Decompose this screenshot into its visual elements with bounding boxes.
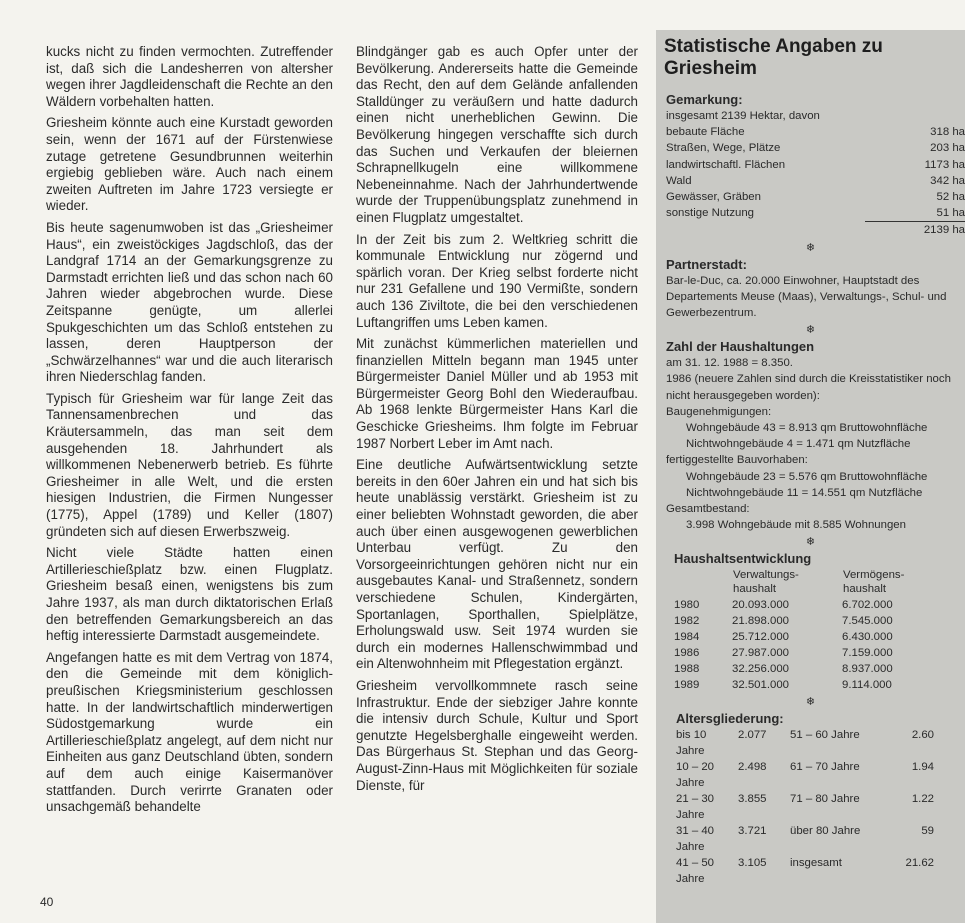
divider-star: ❄: [805, 536, 816, 549]
alter-cell-d: 21.62: [905, 857, 934, 870]
gemarkung-section: [666, 92, 965, 239]
paragraph: Mit zunächst kümmerlichen materiellen und finanziellen Mitteln begann man 1945 unter Bürgermeister Daniel Müller und ab 1953 mit Bürgermeister Georg Bohl den Wiederaufbau. Ab 1968 lenkte Bürgermeister Hans Karl die Geschicke Griesheims. Ihm folgte im Februar 1987 Norbert Leber im Amt nach.: [356, 336, 638, 451]
haushalt-row: [674, 629, 924, 645]
alter-cell-a: bis 10 Jahre: [676, 729, 707, 758]
statistics-sidebar: [656, 30, 965, 923]
bauvorhaben-line: Wohngebäude 23 = 5.576 qm Bruttowohnfläche: [686, 470, 928, 483]
gemarkung-value: 342 ha: [930, 174, 965, 187]
alter-cell-b: 2.077: [738, 729, 767, 742]
alter-heading: Altersgliederung:: [676, 711, 784, 727]
baugenehmigungen-label: Baugenehmigungen:: [666, 405, 772, 418]
gemarkung-value: 203 ha: [930, 142, 965, 155]
haushalt-table: [674, 567, 924, 693]
gemarkung-row: [666, 124, 965, 140]
alter-cell-b: 3.855: [738, 793, 767, 806]
gemarkung-label: Straßen, Wege, Plätze: [666, 142, 781, 155]
alter-row: [676, 791, 934, 823]
alter-row: [676, 823, 934, 855]
haushalt-col-verwaltung: Verwaltungs-haushalt: [733, 569, 799, 596]
haushalt-col-vermoegen: Vermögens-haushalt: [843, 569, 905, 596]
gemarkung-row: [666, 157, 965, 173]
gemarkung-intro: insgesamt 2139 Hektar, davon: [666, 110, 820, 122]
haushaltungen-date: am 31. 12. 1988 = 8.350.: [666, 357, 793, 370]
haushalt-section: [674, 551, 965, 693]
paragraph: Griesheim könnte auch eine Kurstadt geworden sein, wenn der 1671 auf der Fürstenwiese zutage getretene Gesundbrunnen weiterhin ergiebig geblieben wäre. Auch nach einem zweiten Auftreten im Jahre 1723 versiegte er wieder.: [46, 115, 333, 214]
bauvorhaben-line: Nichtwohngebäude 11 = 14.551 qm Nutzfläche: [686, 486, 923, 499]
haushalt-cell-v: 25.712.000: [732, 631, 790, 644]
haushalt-cell-m: 6.702.000: [842, 599, 893, 612]
sidebar-title: Statistische Angaben zu Griesheim: [664, 36, 883, 79]
haushalt-cell-v: 21.898.000: [732, 615, 790, 628]
gemarkung-value: 318 ha: [930, 126, 965, 139]
gemarkung-heading: Gemarkung:: [666, 92, 743, 107]
paragraph: Typisch für Griesheim war für lange Zeit das Tannensamenbrechen und das Kräutersammeln, das man seit dem ausgehenden 18. Jahrhundert als willkommenen Nebenerwerb betrieb. Es führte Griesheimer in alle Welt, und die ersten hiesigen Industrien, die Firmen Nungesser (1775), Appel (1789) und Keller (1807) gründeten sich auf diesen Erwerbszweig.: [46, 390, 333, 539]
gemarkung-value: 52 ha: [936, 191, 965, 204]
alter-row: [676, 759, 934, 791]
alter-cell-a: 21 – 30 Jahre: [676, 793, 715, 822]
alter-cell-c: 51 – 60 Jahre: [790, 729, 860, 742]
paragraph: In der Zeit bis zum 2. Weltkrieg schritt die kommunale Entwicklung nur zögernd und spärlich voran. Der Krieg selbst forderte nicht nur 231 Gefallene und 190 Vermißte, sondern auch 136 Ziviltote, die bei den verschiedenen Luftangriffen ums Leben kamen.: [356, 231, 638, 330]
haushalt-cell-year: 1980: [674, 599, 700, 612]
paragraph: Bis heute sagenumwoben ist das „Griesheimer Haus“, ein zweistöckiges Jagdschloß, das der Landgraf 1714 an der Gemarkungsgrenze zu Darmstadt errichten ließ und das schon nach 60 Jahren wieder abgebrochen wurde. Diese Zeitspanne genügte, um allerlei Spukgeschichten um das Schloß entstehen zu lassen, deren Hauptperson der „Schwärzelhannes“ war und die auch literarisch ihren Niederschlag fanden.: [46, 219, 333, 385]
alter-cell-c: über 80 Jahre: [790, 825, 861, 838]
haushalt-cell-v: 27.987.000: [732, 647, 790, 660]
alter-cell-b: 3.721: [738, 825, 767, 838]
divider-star: ❄: [805, 324, 816, 337]
alter-cell-a: 41 – 50 Jahre: [676, 857, 715, 886]
haushalt-cell-m: 8.937.000: [842, 663, 893, 676]
alter-row: [676, 727, 934, 759]
haushalt-cell-year: 1982: [674, 615, 700, 628]
gemarkung-row: [666, 140, 965, 156]
gemarkung-label: landwirtschaftl. Flächen: [666, 158, 786, 171]
haushalt-cell-m: 7.159.000: [842, 647, 893, 660]
paragraph: Nicht viele Städte hatten einen Artillerieschießplatz bzw. einen Flugplatz. Griesheim besaß einen, wenigstens bis zum Jahre 1937, als man durch diktatorischen Erlaß den betreffenden Gemarkungsbereich an das heftig interessierte Darmstadt ausgemeindete.: [46, 545, 333, 644]
alter-cell-d: 2.60: [911, 729, 934, 742]
partnerstadt-section: [666, 257, 965, 322]
baugenehmigungen-line: Nichtwohngebäude 4 = 1.471 qm Nutzfläche: [686, 438, 911, 451]
haushalt-cell-m: 6.430.000: [842, 631, 893, 644]
divider-star: ❄: [805, 241, 816, 254]
alter-row: [676, 855, 934, 887]
gemarkung-label: Gewässer, Gräben: [666, 191, 761, 204]
haushaltungen-note: 1986 (neuere Zahlen sind durch die Kreisstatistiker noch nicht herausgegeben worden):: [666, 373, 951, 402]
gemarkung-label: sonstige Nutzung: [666, 207, 755, 220]
partnerstadt-heading: Partnerstadt:: [666, 256, 747, 272]
haushalt-heading: Haushaltsentwicklung: [674, 551, 812, 567]
alter-table: [676, 727, 934, 887]
alter-cell-c: insgesamt: [790, 857, 842, 870]
haushalt-row: [674, 661, 924, 677]
haushalt-cell-v: 32.256.000: [732, 663, 790, 676]
gemarkung-label: Wald: [666, 174, 692, 187]
haushalt-cell-m: 9.114.000: [842, 679, 892, 692]
gesamtbestand-label: Gesamtbestand:: [666, 503, 750, 516]
haushalt-cell-m: 7.545.000: [842, 615, 893, 628]
gemarkung-value: 1173 ha: [924, 158, 965, 171]
alter-cell-d: 1.22: [911, 793, 934, 806]
paragraph: Blindgänger gab es auch Opfer unter der Bevölkerung. Andererseits hatte die Gemeinde das Recht, den auf dem Gelände anfallenden Stalldünger zu veräußern und hatte dadurch einen nicht unerheblichen Gewinn. Die Bevölkerung hingegen verschaffte sich durch das Suchen und Verkaufen der bleiernen Schrapnellkugeln eine willkommene Nebeneinnahme. Nach der Jahrhundertwende wurde der Truppenübungsplatz zunehmend in einen Flugplatz umgestaltet.: [356, 44, 638, 225]
alter-cell-c: 61 – 70 Jahre: [790, 761, 860, 774]
gesamtbestand-line: 3.998 Wohngebäude mit 8.585 Wohnungen: [686, 519, 906, 532]
gemarkung-value: 51 ha: [936, 207, 965, 220]
divider-star: ❄: [805, 696, 816, 709]
gemarkung-row: [666, 205, 965, 221]
paragraph: Griesheim vervollkommnete rasch seine Infrastruktur. Ende der siebziger Jahre konnte die intensiv durch Schule, Kultur und Sport genutzte Hegelsberghalle eingeweiht werden. Das Bürgerhaus St. Stephan und das Georg-August-Zinn-Haus mit Möglichkeiten für soziale Dienste, für: [356, 677, 638, 793]
alter-cell-a: 31 – 40 Jahre: [676, 825, 715, 854]
haushalt-cell-year: 1989: [674, 679, 700, 692]
gemarkung-label: bebaute Fläche: [666, 126, 745, 139]
alter-cell-d: 1.94: [911, 761, 934, 774]
paragraph: Eine deutliche Aufwärtsentwicklung setzte bereits in den 60er Jahren ein und hat sich bis heute unablässig verstärkt. Griesheim ist zu einer beliebten Wohnstadt geworden, die aber auch über einen ausgewogenen gewerblichen Unterbau verfügt. Zu den Vorsorgeeinrichtungen gehören nicht nur ein ausgebautes Kanal- und Straßennetz, sondern verschiedene Schulen, Kindergärten, Sportanlagen, Sporthallen, Spielplätze, Erholungswald usw. Seit 1974 wurden sie durch ein modernes Hallenschwimmbad und ein Altenwohnheim mit Pflegestation ergänzt.: [356, 457, 638, 672]
haushalt-row: [674, 613, 924, 629]
haushalt-cell-v: 32.501.000: [732, 679, 790, 692]
haushalt-cell-year: 1988: [674, 663, 700, 676]
haushalt-row: [674, 645, 924, 661]
haushaltungen-section: [666, 339, 965, 533]
alter-cell-a: 10 – 20 Jahre: [676, 761, 715, 790]
alter-cell-d: 59: [921, 825, 934, 838]
haushaltungen-heading: Zahl der Haushaltungen: [666, 339, 815, 355]
haushalt-cell-year: 1984: [674, 631, 700, 644]
baugenehmigungen-line: Wohngebäude 43 = 8.913 qm Bruttowohnfläche: [686, 422, 928, 435]
haushalt-row: [674, 677, 924, 693]
gemarkung-total: 2139 ha: [865, 221, 965, 238]
haushalt-cell-v: 20.093.000: [732, 599, 790, 612]
haushalt-row: [674, 597, 924, 613]
paragraph: kucks nicht zu finden vermochten. Zutreffender ist, daß sich die Landesherren von altersher wegen ihrer Jagdleidenschaft die Rechte an den Wäldern vorbehalten hatten.: [46, 44, 333, 109]
paragraph: Angefangen hatte es mit dem Vertrag von 1874, den die Gemeinde mit dem königlich-preußischen Kriegsministerium geschlossen hatte. In der landwirtschaftlich minderwertigen Südostgemarkung wurde ein Artillerieschießplatz angelegt, auf dem nicht nur Einheiten aus ganz Deutschland übten, sondern auf dem auch einige Kaisermanöver stattfanden. Durch verirrte Granaten oder unsachgemäß behandelte: [46, 649, 333, 815]
alter-cell-b: 3.105: [738, 857, 767, 870]
text-column-left: [46, 44, 333, 821]
partnerstadt-text: Bar-le-Duc, ca. 20.000 Einwohner, Hauptstadt des Departements Meuse (Maas), Verwaltungs-, Schul- und Gewerbezentrum.: [666, 274, 947, 320]
bauvorhaben-label: fertiggestellte Bauvorhaben:: [666, 454, 808, 467]
text-column-middle: [356, 44, 638, 799]
gemarkung-row: [666, 173, 965, 189]
alter-section: [676, 711, 965, 887]
page-number: 40: [40, 895, 54, 909]
haushalt-cell-year: 1986: [674, 647, 700, 660]
alter-cell-b: 2.498: [738, 761, 767, 774]
alter-cell-c: 71 – 80 Jahre: [790, 793, 860, 806]
gemarkung-row: [666, 189, 965, 205]
